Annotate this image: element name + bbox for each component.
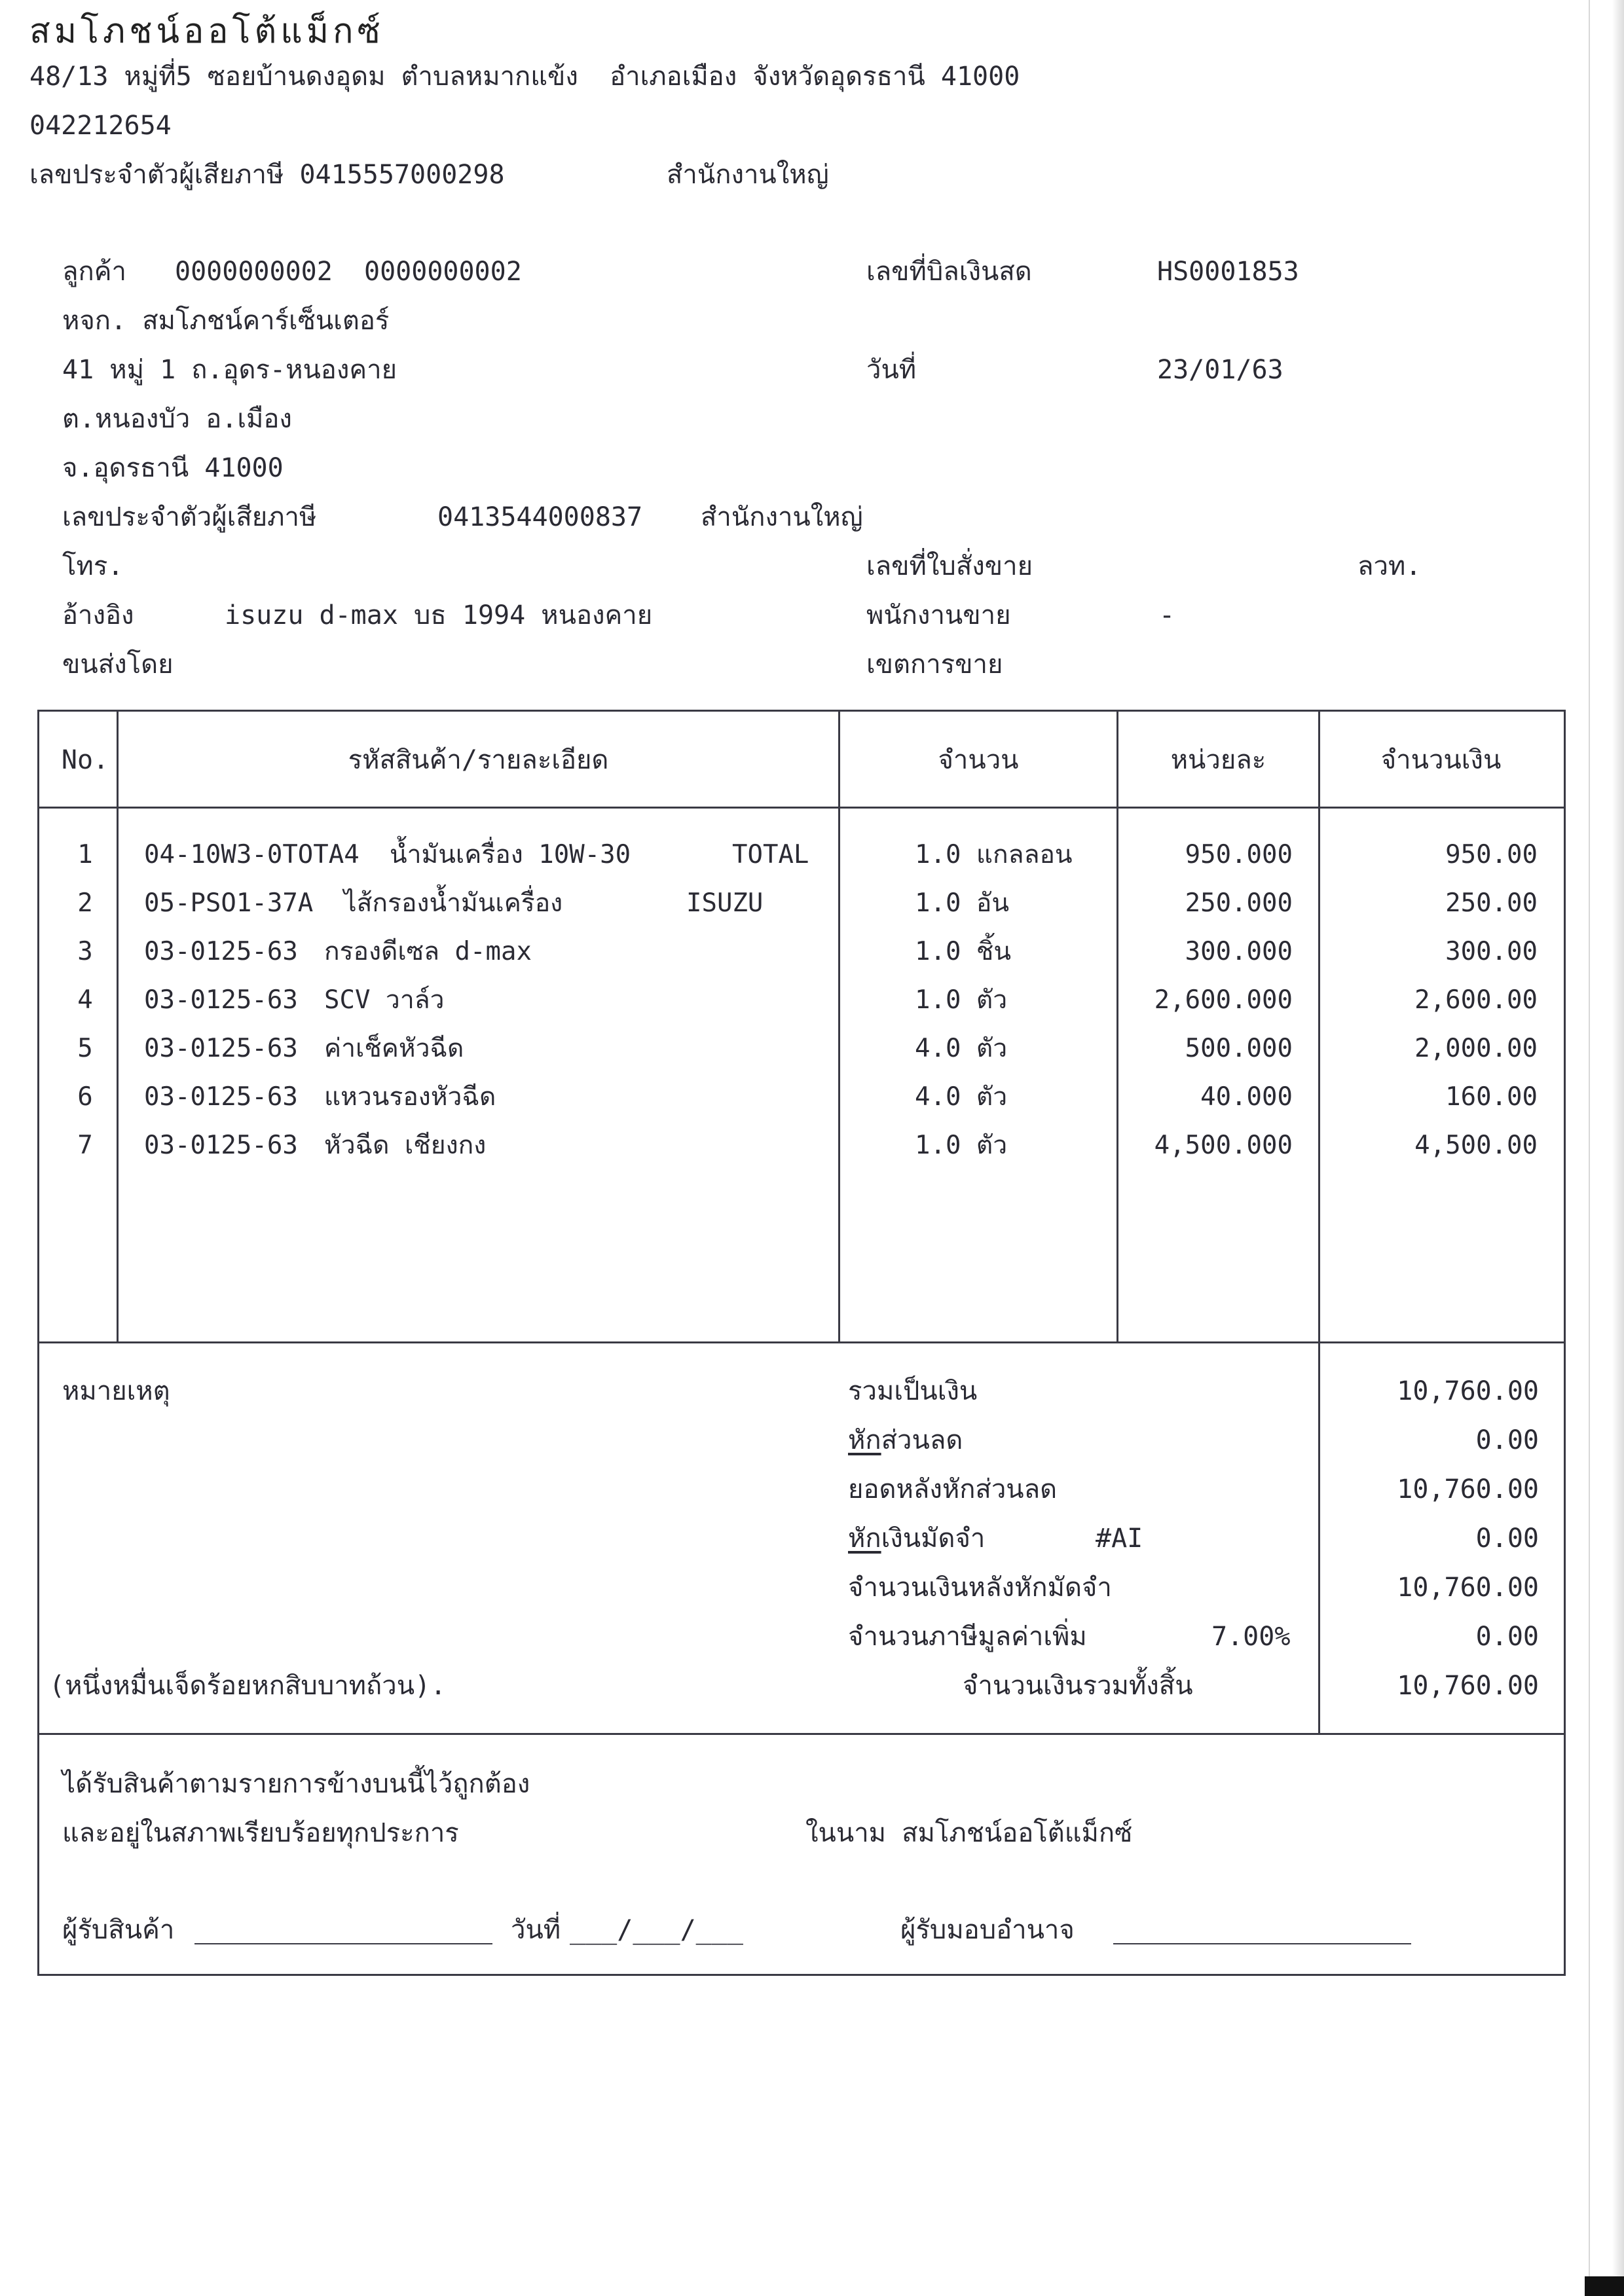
col-divider-no xyxy=(117,710,119,1343)
row-6-no: 6 xyxy=(77,1082,93,1112)
row-5-amount: 2,000.00 xyxy=(1414,1034,1538,1063)
header-no: No. xyxy=(61,745,109,775)
header-amount: จำนวนเงิน xyxy=(1380,745,1502,775)
row-5-code: 03-0125-63 xyxy=(144,1034,298,1063)
row-6-code: 03-0125-63 xyxy=(144,1082,298,1112)
after-discount-value: 10,760.00 xyxy=(1397,1474,1539,1504)
row-2-amount: 250.00 xyxy=(1445,888,1538,918)
subtotal-label: รวมเป็นเงิน xyxy=(848,1376,978,1406)
row-5-unit: 500.000 xyxy=(1185,1034,1293,1063)
sales-order-value: ลวท. xyxy=(1357,551,1422,581)
grand-total-value: 10,760.00 xyxy=(1397,1671,1539,1701)
discount-label-text: ส่วนลด xyxy=(881,1425,963,1455)
row-4-qty: 1.0 ตัว xyxy=(915,985,1008,1015)
sales-order-label: เลขที่ใบสั่งขาย xyxy=(866,551,1033,581)
deposit-label-text: เงินมัดจำ xyxy=(881,1523,986,1554)
row-3-amount: 300.00 xyxy=(1445,937,1538,966)
row-2-unit: 250.000 xyxy=(1185,888,1293,918)
row-7-amount: 4,500.00 xyxy=(1414,1131,1538,1160)
remark-label: หมายเหตุ xyxy=(62,1376,170,1406)
deposit-code: #AI xyxy=(1096,1523,1143,1554)
row-6-desc: แหวนรองหัวฉีด xyxy=(324,1082,496,1112)
col-divider-desc xyxy=(838,710,840,1343)
deposit-label-deduct: หัก xyxy=(848,1523,881,1554)
reference-label: อ้างอิง xyxy=(62,600,134,630)
row-3-unit: 300.000 xyxy=(1185,937,1293,966)
deposit-label xyxy=(848,1525,985,1552)
row-7-desc: หัวฉีด เชียงกง xyxy=(324,1131,487,1160)
row-2-qty: 1.0 อัน xyxy=(915,888,1010,918)
authorized-signature-line xyxy=(1113,1943,1411,1944)
customer-tax-label: เลขประจำตัวผู้เสียภาษี xyxy=(62,502,317,532)
customer-branch: สำนักงานใหญ่ xyxy=(701,502,863,532)
customer-label: ลูกค้า xyxy=(62,257,126,287)
customer-address-3: จ.อุดรธานี 41000 xyxy=(62,453,284,483)
row-7-no: 7 xyxy=(77,1131,93,1160)
bill-number: HS0001853 xyxy=(1157,257,1299,287)
row-1-no: 1 xyxy=(77,840,93,869)
after-deposit-value: 10,760.00 xyxy=(1397,1573,1539,1603)
company-name: สมโภชน์ออโต้แม็กซ์ xyxy=(29,12,384,51)
company-phone: 042212654 xyxy=(29,111,172,141)
header-divider xyxy=(37,807,1566,809)
grand-total-label: จำนวนเงินรวมทั้งสิ้น xyxy=(963,1671,1193,1701)
customer-name: หจก. สมโภชน์คาร์เซ็นเตอร์ xyxy=(62,306,390,336)
row-6-amount: 160.00 xyxy=(1445,1082,1538,1112)
row-1-desc: น้ำมันเครื่อง 10W-30 xyxy=(390,840,631,869)
items-divider xyxy=(37,1341,1566,1343)
subtotal-value: 10,760.00 xyxy=(1397,1376,1539,1406)
company-branch: สำนักงานใหญ่ xyxy=(667,160,829,190)
row-2-desc: ไส้กรองน้ำมันเครื่อง xyxy=(344,888,563,918)
row-7-qty: 1.0 ตัว xyxy=(915,1131,1008,1160)
vat-label: จำนวนภาษีมูลค่าเพิ่ม xyxy=(848,1622,1087,1652)
totals-divider xyxy=(37,1733,1566,1735)
row-7-code: 03-0125-63 xyxy=(144,1131,298,1160)
bill-number-label: เลขที่บิลเงินสด xyxy=(866,257,1032,287)
row-1-amount: 950.00 xyxy=(1445,840,1538,869)
scan-edge-shadow xyxy=(1612,0,1624,2296)
authorized-label: ผู้รับมอบอำนาจ xyxy=(900,1915,1075,1945)
row-3-qty: 1.0 ชิ้น xyxy=(915,937,1012,966)
customer-code: 0000000002 0000000002 xyxy=(175,257,522,287)
shipping-label: ขนส่งโดย xyxy=(62,649,174,680)
row-6-qty: 4.0 ตัว xyxy=(915,1082,1008,1112)
receiver-signature-line xyxy=(194,1943,492,1944)
company-tax-id: เลขประจำตัวผู้เสียภาษี 0415557000298 xyxy=(29,160,505,190)
row-7-unit: 4,500.000 xyxy=(1154,1131,1293,1160)
amount-in-words: (หนึ่งหมื่นเจ็ดร้อยหกสิบบาทถ้วน). xyxy=(49,1671,447,1701)
bill-date: 23/01/63 xyxy=(1157,355,1283,385)
salesperson-value: - xyxy=(1159,600,1175,630)
customer-tax-id: 0413544000837 xyxy=(437,502,643,532)
row-2-no: 2 xyxy=(77,888,93,918)
on-behalf-of: ในนาม สมโภชน์ออโต้แม็กซ์ xyxy=(805,1818,1133,1848)
vat-value: 0.00 xyxy=(1475,1622,1539,1652)
row-4-amount: 2,600.00 xyxy=(1414,985,1538,1015)
row-1-qty: 1.0 แกลลอน xyxy=(915,840,1073,869)
discount-label-deduct: หัก xyxy=(848,1425,881,1455)
bill-date-label: วันที่ xyxy=(866,355,917,385)
receive-date-label: วันที่ xyxy=(511,1915,561,1945)
header-description: รหัสสินค้า/รายละเอียด xyxy=(348,745,609,775)
row-5-qty: 4.0 ตัว xyxy=(915,1034,1008,1063)
deposit-value: 0.00 xyxy=(1475,1523,1539,1554)
customer-address-2: ต.หนองบัว อ.เมือง xyxy=(62,404,292,434)
company-address: 48/13 หมู่ที่5 ซอยบ้านดงอุดม ตำบลหมากแข้ง อำเภอเมือง จังหวัดอุดรธานี 41000 xyxy=(29,62,1020,92)
row-3-desc: กรองดีเซล d-max xyxy=(324,937,532,966)
scan-edge-line xyxy=(1589,0,1590,2296)
row-4-unit: 2,600.000 xyxy=(1154,985,1293,1015)
vat-rate: 7.00% xyxy=(1211,1622,1291,1652)
customer-address-1: 41 หมู่ 1 ถ.อุดร-หนองคาย xyxy=(62,355,397,385)
row-3-no: 3 xyxy=(77,937,93,966)
col-divider-unit xyxy=(1318,710,1320,1735)
header-quantity: จำนวน xyxy=(938,745,1019,775)
row-4-code: 03-0125-63 xyxy=(144,985,298,1015)
customer-phone-label: โทร. xyxy=(62,551,124,581)
row-1-code: 04-10W3-0TOTA4 xyxy=(144,840,360,869)
discount-value: 0.00 xyxy=(1475,1425,1539,1455)
row-2-code: 05-PSO1-37A xyxy=(144,888,314,918)
row-4-desc: SCV วาล์ว xyxy=(324,985,445,1015)
row-1-brand: TOTAL xyxy=(732,840,809,869)
received-statement-2: และอยู่ในสภาพเรียบร้อยทุกประการ xyxy=(62,1818,459,1848)
after-deposit-label: จำนวนเงินหลังหักมัดจำ xyxy=(848,1573,1112,1603)
col-divider-qty xyxy=(1116,710,1118,1343)
header-unit-price: หน่วยละ xyxy=(1170,745,1266,775)
row-5-desc: ค่าเช็คหัวฉีด xyxy=(324,1034,464,1063)
sales-area-label: เขตการขาย xyxy=(866,649,1003,680)
received-statement-1: ได้รับสินค้าตามรายการข้างบนนี้ไว้ถูกต้อง xyxy=(62,1769,530,1799)
row-3-code: 03-0125-63 xyxy=(144,937,298,966)
discount-label xyxy=(848,1427,963,1453)
row-6-unit: 40.000 xyxy=(1200,1082,1293,1112)
scan-corner-mark xyxy=(1585,2276,1624,2296)
row-4-no: 4 xyxy=(77,985,93,1015)
salesperson-label: พนักงานขาย xyxy=(866,600,1011,630)
reference-value: isuzu d-max บธ 1994 หนองคาย xyxy=(225,600,653,630)
receiver-label: ผู้รับสินค้า xyxy=(62,1915,175,1945)
row-2-brand: ISUZU xyxy=(686,888,764,918)
receive-date-blank: ___/___/___ xyxy=(570,1915,743,1945)
row-5-no: 5 xyxy=(77,1034,93,1063)
row-1-unit: 950.000 xyxy=(1185,840,1293,869)
after-discount-label: ยอดหลังหักส่วนลด xyxy=(848,1474,1058,1504)
